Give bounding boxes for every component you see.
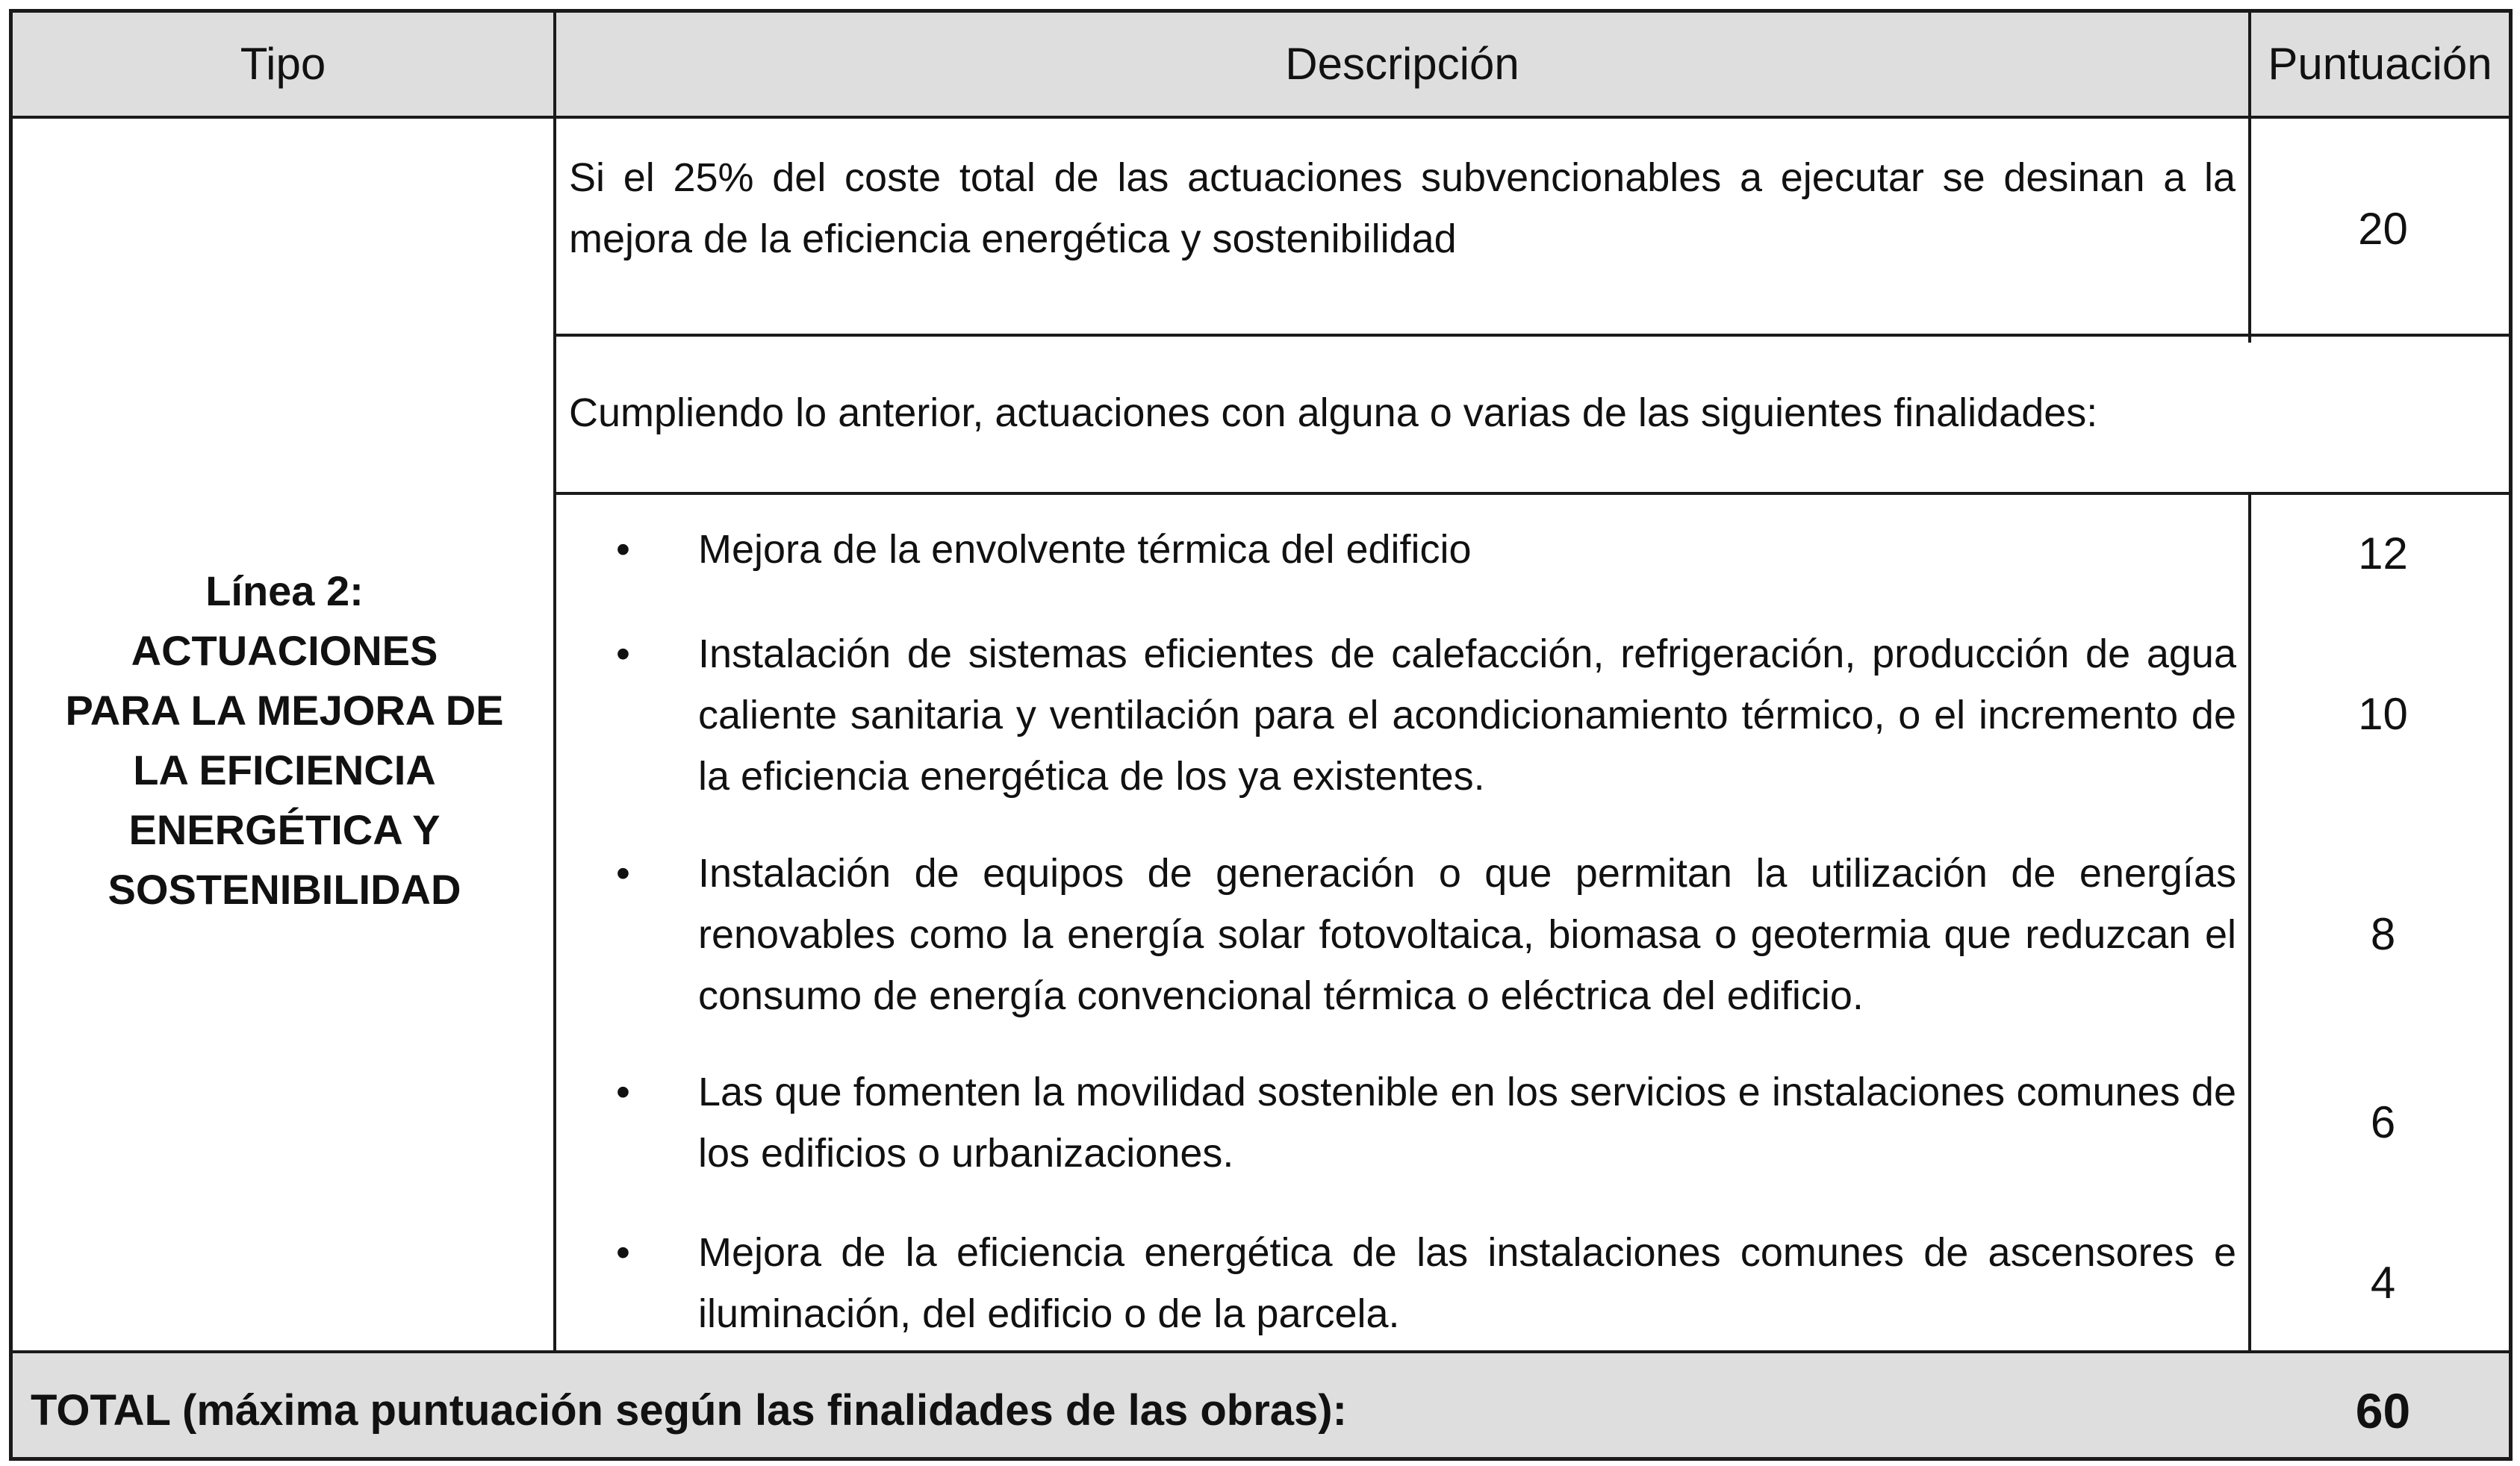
header-divider: [13, 116, 2509, 119]
item-2-score: 10: [2358, 689, 2408, 739]
item-5-text: Mejora de la eficiencia energética de las instalaciones comunes de ascensores e iluminación, del edificio o de la parcela.: [698, 1230, 2236, 1336]
total-value: 60: [2355, 1383, 2411, 1438]
total-divider: [13, 1350, 2509, 1353]
header-tipo: Tipo: [240, 39, 326, 89]
header-descripcion: Descripción: [1285, 39, 1519, 89]
tipo-line-5: ENERGÉTICA Y: [128, 806, 441, 853]
total-label: TOTAL (máxima puntuación según las finalidades de las obras):: [31, 1386, 1347, 1435]
item-3-text: Instalación de equipos de generación o que permitan la utilización de energías renovables como la energía solar fotovoltaica, biomasa o geotermia que reduzcan el consumo de energía convencional térmica o eléctrica del edificio.: [698, 851, 2236, 1018]
tipo-cell: [13, 561, 556, 920]
item-1-score: 12: [2358, 528, 2408, 578]
scoring-table: [9, 9, 2513, 1461]
row1-divider: [556, 334, 2509, 337]
item-4-bullet: •: [616, 1070, 630, 1114]
item-1-text: Mejora de la envolvente térmica del edificio: [698, 527, 1472, 572]
item-4-score: 6: [2370, 1097, 2396, 1147]
tipo-line-3: PARA LA MEJORA DE: [65, 687, 504, 734]
main-row-score: 20: [2358, 204, 2408, 254]
item-1-bullet: •: [616, 527, 630, 572]
main-row-text: Si el 25% del coste total de las actuaciones subvencionables a ejecutar se desinan a la mejora de la eficiencia energética y sostenibilidad: [569, 155, 2236, 261]
header-puntuacion: Puntuación: [2268, 39, 2492, 89]
tipo-line-1: Línea 2:: [205, 567, 364, 614]
item-2-text: Instalación de sistemas eficientes de calefacción, refrigeración, producción de agua caliente sanitaria y ventilación para el acondicionamiento térmico, o el incremento de la eficiencia energética de los ya existentes.: [698, 631, 2236, 799]
tipo-line-6: SOSTENIBILIDAD: [108, 866, 461, 913]
tipo-line-4: LA EFICIENCIA: [133, 746, 436, 793]
row2-divider: [556, 492, 2509, 495]
intro-row-text: Cumpliendo lo anterior, actuaciones con alguna o varias de las siguientes finalidades:: [569, 390, 2098, 435]
item-4-text: Las que fomenten la movilidad sostenible en los servicios e instalaciones comunes de los edificios o urbanizaciones.: [698, 1070, 2236, 1176]
item-2-bullet: •: [616, 631, 630, 676]
item-5-score: 4: [2370, 1258, 2396, 1308]
item-3-bullet: •: [616, 851, 630, 896]
item-3-score: 8: [2370, 909, 2396, 959]
item-5-bullet: •: [616, 1230, 630, 1275]
tipo-line-2: ACTUACIONES: [131, 627, 438, 674]
